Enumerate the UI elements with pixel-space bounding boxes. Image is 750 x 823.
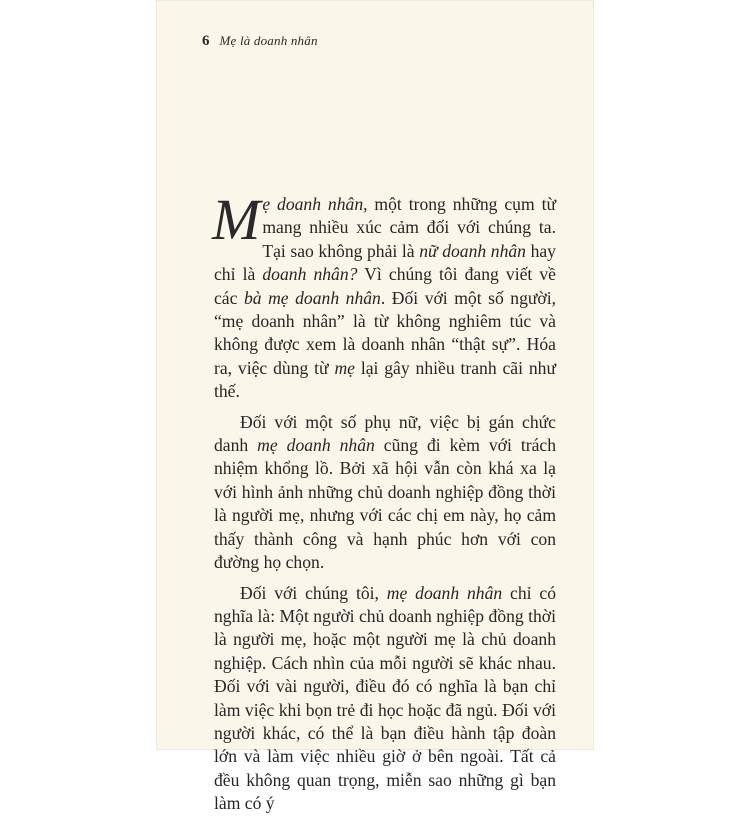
text-run: Vì chúng tôi đang viết về các <box>214 264 556 308</box>
page-number: 6 <box>202 33 210 49</box>
italic-phrase: doanh nhân? <box>262 264 358 285</box>
running-title: Mẹ là doanh nhân <box>219 33 318 48</box>
text-run: cũng đi kèm với trách nhiệm khổng lồ. Bởi xã hội vẫn còn khá xa lạ với hình ảnh những chủ doanh nghiệp đồng thời là người mẹ, nhưng với các chị em này, họ cảm thấy thành công và hạnh phúc hơn với con đường họ chọn. <box>214 435 556 573</box>
italic-phrase: mẹ doanh nhân <box>257 435 375 456</box>
text-run: Đối với chúng tôi, <box>240 582 387 603</box>
running-head <box>202 33 318 50</box>
paragraph-2 <box>214 411 556 575</box>
text-run: chỉ có nghĩa là: Một người chủ doanh nghiệp đồng thời là người mẹ, hoặc một người mẹ là chủ doanh nghiệp. Cách nhìn của mỗi người sẽ khác nhau. Đối với vài người, điều đó có nghĩa là bạn chỉ làm việc khi bọn trẻ đi học hoặc đã ngủ. Đối với người khác, có thể là bạn điều hành tập đoàn lớn và làm việc nhiều giờ ở bên ngoài. Tất cả đều không quan trọng, miễn sao những gì bạn làm có ý <box>214 582 556 814</box>
drop-cap: M <box>212 187 261 252</box>
text-run: Đối với một số phụ nữ, việc bị gán chức danh <box>214 411 556 456</box>
italic-phrase: bà mẹ doanh nhân <box>243 287 381 308</box>
text-run: lại gây nhiều tranh cãi như thế. <box>214 357 556 402</box>
italic-phrase: nữ doanh nhân <box>419 240 526 261</box>
italic-phrase: ẹ doanh nhân <box>262 194 364 214</box>
body-text <box>212 187 556 823</box>
book-page <box>156 0 594 814</box>
italic-phrase: mẹ doanh nhân <box>386 582 503 603</box>
paragraph-1 <box>212 187 556 404</box>
paragraph-3 <box>214 582 556 816</box>
text-run: , một trong những cụm từ mang nhiều xúc cảm đối với chúng ta. Tại sao không phải là <box>262 194 556 261</box>
text-run: . Đối với một số người, “mẹ doanh nhân” là từ không nghiêm túc và không được xem là doanh nhân “thật sự”. Hóa ra, việc dùng từ <box>214 287 556 378</box>
italic-phrase: mẹ <box>334 357 355 378</box>
text-run: hay chỉ là <box>214 240 556 285</box>
